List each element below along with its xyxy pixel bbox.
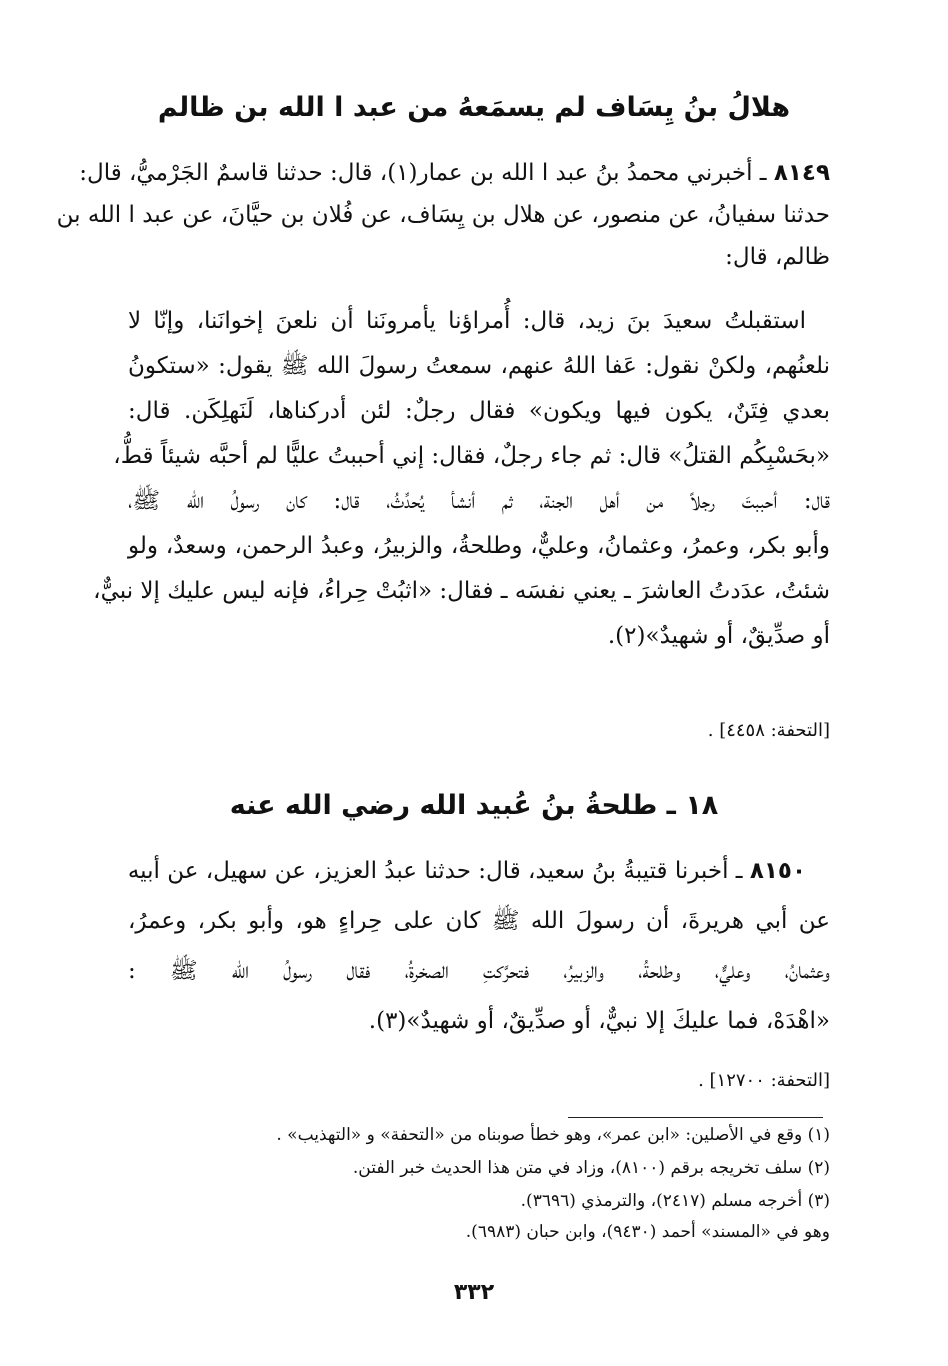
hadith-8150	[128, 850, 830, 1042]
footnote-3: (٣) أخرجه مسلم (٢٤١٧)، والترمذي (٣٦٩٦).	[520, 1191, 830, 1211]
hadith-line: وأبو بكر، وعمرُ، وعثمانُ، وعليٌّ، وطلحةُ، والزبيرُ، وعبدُ الرحمن، وسعدٌ، ولو	[128, 533, 830, 559]
hadith-line: ٨١٥٠ ـ أخبرنا قتيبةُ بنُ سعيد، قال: حدثنا عبدُ العزيز، عن سهيل، عن أبيه	[127, 858, 806, 884]
hadith-8149-body	[93, 300, 830, 657]
hadith-line: «اهْدَهْ، فما عليكَ إلا نبيٌّ، أو صدِّيقٌ، أو شهيدٌ»(٣).	[368, 1008, 830, 1034]
hadith-line: حدثنا سفيانُ، عن منصور، عن هلال بن يِسَاف، عن فُلان بن حيَّانَ، عن عبد ا الله بن	[56, 202, 830, 228]
footnote-1: (١) وقع في الأصلين: «ابن عمر»، وهو خطأ صوبناه من «التحفة» و «التهذيب» .	[276, 1125, 830, 1145]
footnote-divider	[568, 1117, 823, 1118]
footnote-3-continued: وهو في «المسند» أحمد (٩٤٣٠)، وابن حبان (٦٩٨٣).	[465, 1222, 830, 1242]
hadith-line: وعثمانُ، وعليٌّ، وطلحةُ، والزبيرُ، فتحرَّكتِ الصخرةُ، فقال رسولُ الله ﷺ :	[128, 958, 830, 984]
hadith-number: ٨١٥٠	[749, 858, 806, 884]
hadith-line: شئتُ، عدَدتُ العاشرَ ـ يعني نفسَه ـ فقال: «اثبُتْ حِراءُ، فإنه ليس عليك إلا نبيٌّ،	[93, 578, 830, 604]
hadith-line: عن أبي هريرةَ، أن رسولَ الله ﷺ كان على حِراءٍ هو، وأبو بكر، وعمرُ،	[128, 908, 830, 934]
hadith-line: ظالم، قال:	[725, 244, 830, 270]
page-number: ٣٣٢	[453, 1280, 495, 1305]
section-heading-talha: ١٨ ـ طلحةُ بنُ عُبيد الله رضي الله عنه	[229, 790, 719, 821]
section-heading-hilal: هلالُ بنُ يِسَاف لم يسمَعهُ من عبد ا الله بن ظالم	[157, 92, 791, 123]
tohfa-reference: [التحفة: ١٢٧٠٠] .	[698, 1070, 830, 1091]
hadith-line: ٨١٤٩ ـ أخبرني محمدُ بنُ عبد ا الله بن عمار(١)، قال: حدثنا قاسمٌ الجَرْميُّ، قال:	[79, 160, 830, 186]
hadith-line: أو صدِّيقٌ، أو شهيدٌ»(٢).	[607, 623, 830, 649]
footnote-2: (٢) سلف تخريجه برقم (٨١٠٠)، وزاد في متن هذا الحديث خبر الفتن.	[352, 1158, 830, 1178]
hadith-line: بعدي فِتَنٌ، يكون فيها ويكون» فقال رجلٌ: لئن أدركناها، لَنَهلِكَن. قال:	[128, 398, 830, 424]
tohfa-reference: [التحفة: ٤٤٥٨] .	[707, 720, 830, 741]
hadith-line: نلعنُهم، ولكنْ نقول: عَفا اللهُ عنهم، سمعتُ رسولَ الله ﷺ يقول: «ستكونُ	[128, 353, 830, 379]
hadith-line: «بحَسْبِكُم القتلُ» قال: ثم جاء رجلٌ، فقال: إني أحببتُ عليًّا لم أحبَّه شيئاً قطُّ،	[113, 443, 830, 469]
hadith-line: قال: أحببتَ رجلاً من أهل الجنة، ثم أنشأ يُحدِّثُ، قال: كان رسولُ الله ﷺ،	[128, 488, 830, 514]
hadith-number: ٨١٤٩	[773, 160, 830, 186]
hadith-8149	[56, 152, 830, 278]
hadith-line: استقبلتُ سعيدَ بنَ زيد، قال: أُمراؤنا يأمرونَنا أن نلعنَ إخوانَنا، وإنّا لا	[128, 308, 806, 334]
